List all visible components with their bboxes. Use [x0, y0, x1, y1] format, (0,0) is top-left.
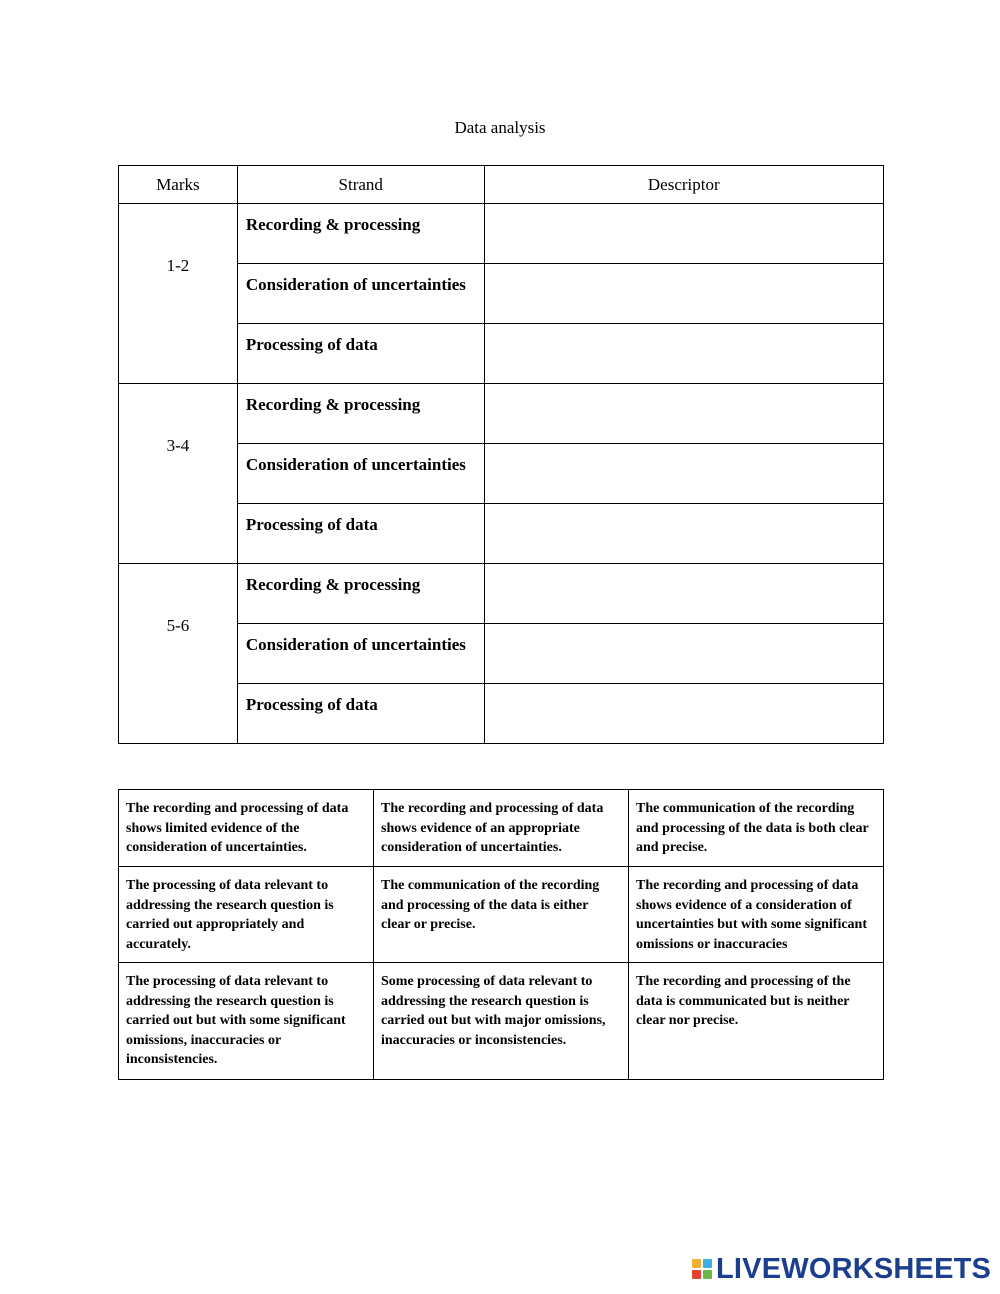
table-row — [119, 564, 884, 624]
descriptor-cell — [484, 624, 883, 684]
descriptor-input[interactable] — [485, 685, 883, 743]
rubric-header-row — [119, 166, 884, 204]
marks-cell: 1-2 — [119, 204, 238, 384]
logo-tile — [692, 1270, 701, 1279]
rubric-table — [118, 165, 884, 744]
header-strand: Strand — [237, 166, 484, 204]
descriptor-input[interactable] — [485, 445, 883, 503]
descriptor-bank-table — [118, 789, 884, 1080]
strand-cell: Consideration of uncertainties — [237, 624, 484, 684]
strand-cell: Recording & processing — [237, 384, 484, 444]
strand-cell: Recording & processing — [237, 564, 484, 624]
descriptor-input[interactable] — [485, 385, 883, 443]
descriptor-cell — [484, 324, 883, 384]
marks-cell: 5-6 — [119, 564, 238, 744]
logo-tile — [703, 1259, 712, 1268]
table-row — [119, 384, 884, 444]
descriptor-input[interactable] — [485, 625, 883, 683]
strand-cell: Consideration of uncertainties — [237, 444, 484, 504]
descriptor-input[interactable] — [485, 265, 883, 323]
descriptor-cell — [484, 204, 883, 264]
descriptor-cell — [484, 264, 883, 324]
descriptor-option[interactable]: The recording and processing of data shows limited evidence of the consideration of uncertainties. — [119, 790, 374, 867]
header-marks: Marks — [119, 166, 238, 204]
descriptor-option[interactable]: The recording and processing of data shows evidence of a consideration of uncertainties but with some significant omissions or inaccuracies — [629, 867, 884, 963]
descriptor-cell — [484, 444, 883, 504]
table-row — [119, 867, 884, 963]
table-row — [119, 963, 884, 1080]
table-row — [119, 204, 884, 264]
header-descriptor: Descriptor — [484, 166, 883, 204]
descriptor-cell — [484, 684, 883, 744]
logo-text: LIVEWORKSHEETS — [716, 1252, 992, 1285]
descriptor-option[interactable]: The processing of data relevant to addressing the research question is carried out but with some significant omissions, inaccuracies or inconsistencies. — [119, 963, 374, 1080]
descriptor-option[interactable]: The recording and processing of the data is communicated but is neither clear nor precise. — [629, 963, 884, 1080]
strand-cell: Processing of data — [237, 684, 484, 744]
liveworksheets-logo-icon — [692, 1259, 712, 1279]
descriptor-option[interactable]: The communication of the recording and processing of the data is either clear or precise. — [374, 867, 629, 963]
descriptor-option[interactable]: The communication of the recording and processing of the data is both clear and precise. — [629, 790, 884, 867]
strand-cell: Processing of data — [237, 504, 484, 564]
logo-tile — [692, 1259, 701, 1268]
descriptor-option[interactable]: Some processing of data relevant to addressing the research question is carried out but with major omissions, inaccuracies or inconsistencies. — [374, 963, 629, 1080]
strand-cell: Recording & processing — [237, 204, 484, 264]
descriptor-cell — [484, 384, 883, 444]
strand-cell: Consideration of uncertainties — [237, 264, 484, 324]
marks-cell: 3-4 — [119, 384, 238, 564]
strand-cell: Processing of data — [237, 324, 484, 384]
table-row — [119, 790, 884, 867]
descriptor-cell — [484, 564, 883, 624]
descriptor-option[interactable]: The processing of data relevant to addressing the research question is carried out appropriately and accurately. — [119, 867, 374, 963]
descriptor-option[interactable]: The recording and processing of data shows evidence of an appropriate consideration of uncertainties. — [374, 790, 629, 867]
descriptor-input[interactable] — [485, 565, 883, 623]
descriptor-input[interactable] — [485, 325, 883, 383]
page-title: Data analysis — [454, 118, 546, 137]
descriptor-cell — [484, 504, 883, 564]
logo-tile — [703, 1270, 712, 1279]
descriptor-input[interactable] — [485, 505, 883, 563]
liveworksheets-logo — [692, 1253, 991, 1285]
descriptor-input[interactable] — [485, 205, 883, 263]
